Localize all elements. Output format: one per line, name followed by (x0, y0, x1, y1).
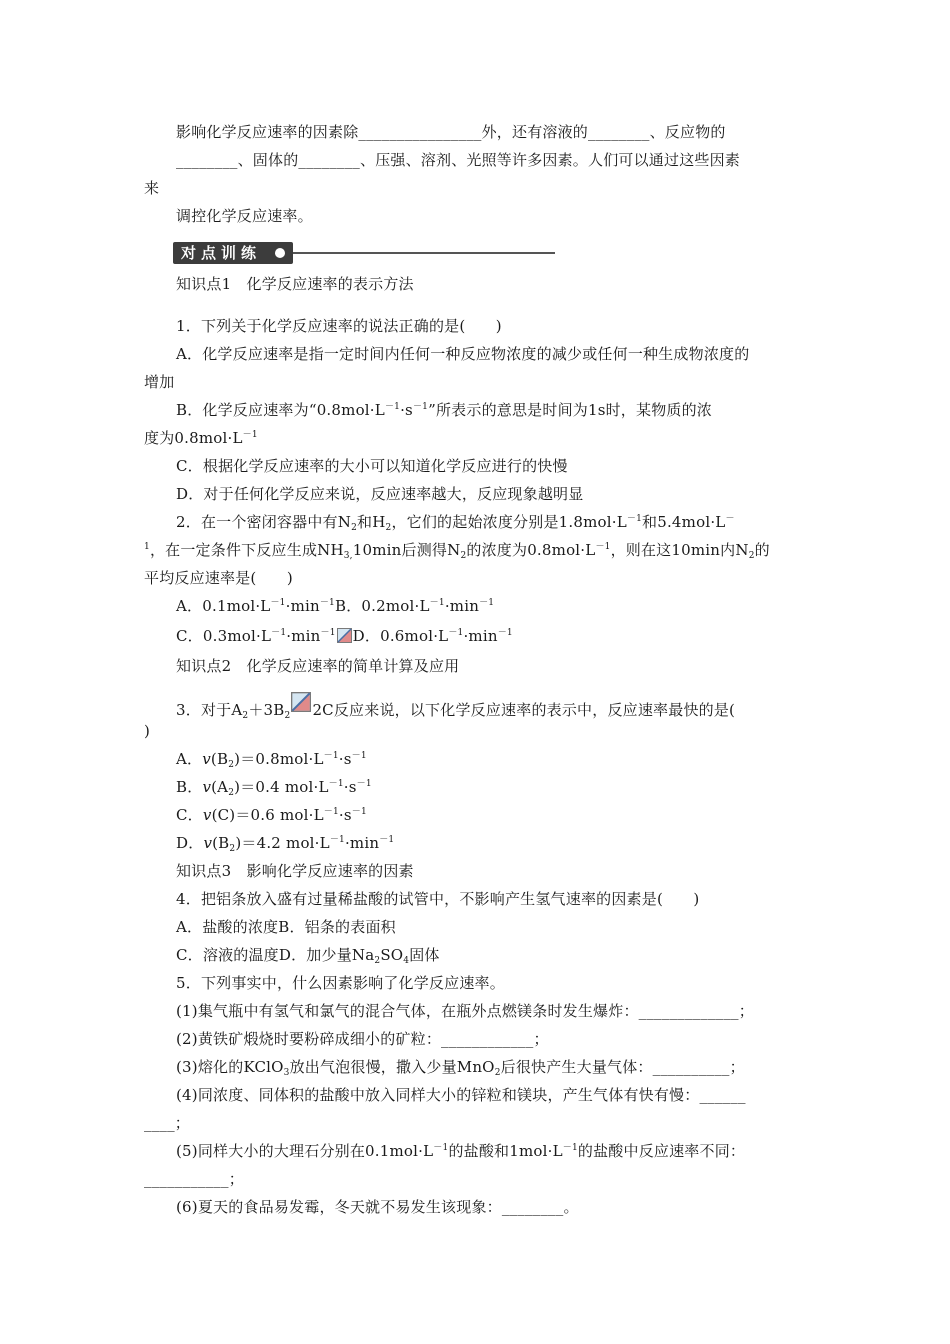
q3-option-b: B．$v(A_2)=0.4$ $mol\cdot L^{-1}\cdot s^{-1}$ (176, 778, 372, 798)
q5-stem: 5．下列事实中，什么因素影响了化学反应速率。 (176, 974, 505, 992)
kp1-heading: 知识点1 化学反应速率的表示方法 (176, 275, 414, 293)
q1-stem: 1．下列关于化学反应速率的说法正确的是( ) (176, 317, 502, 335)
q4-options-cd: C．溶液的温度D．加少量$Na_2SO_4$固体 (176, 946, 440, 966)
q3-option-c: C．v(C)＝0.6 $mol\cdot L^{-1}\cdot s^{-1}$ (176, 806, 367, 824)
q1-option-d: D．对于任何化学反应来说，反应速率越大，反应现象越明显 (176, 485, 584, 503)
bullet-icon (275, 248, 285, 258)
kp3-heading: 知识点3 影响化学反应速率的因素 (176, 862, 414, 880)
q5-sub-6: (6)夏天的食品易发霉，冬天就不易发生该现象：________。 (176, 1198, 579, 1216)
q1-option-c: C．根据化学反应速率的大小可以知道化学反应进行的快慢 (176, 457, 568, 475)
q3-option-d: D．$v(B_2)=4.2$ $mol\cdot L^{-1}\cdot\min^{-1}$ (176, 834, 395, 854)
intro-line-1: 影响化学反应速率的因素除________________外，还有溶液的________、反应物的 (176, 123, 726, 141)
intro-line-3: 来 (144, 179, 160, 197)
q5-sub-5-cont: ___________； (144, 1170, 244, 1188)
broken-image-icon (291, 692, 311, 712)
q5-sub-2: (2)黄铁矿煅烧时要粉碎成细小的矿粒：____________； (176, 1030, 549, 1048)
q2-stem-line-2: $^1$，在一定条件下反应生成$NH_{3,}10\min$后测得$N_2$的浓度为$0.8mol\cdot L^{-1}$，则在这10min内$N_2$的 (144, 541, 770, 561)
q3-stem-line-1: 3．对于$A_2+3B_2$ 2C反应来说，以下化学反应速率的表示中，反应速率最快的是( (176, 692, 735, 721)
broken-image-icon (337, 628, 352, 643)
q1-option-a: A．化学反应速率是指一定时间内任何一种反应物浓度的减少或任何一种生成物浓度的 (176, 345, 750, 363)
q1-option-b-cont: 度为$0.8mol\cdot L^{-1}$ (144, 429, 258, 447)
q1-option-b: B．化学反应速率为“$0.8mol\cdot L^{-1}\cdot s^{-1}$”所表示的意思是时间为1s时，某物质的浓 (176, 401, 713, 419)
q2-options-ab: A．$0.1mol\cdot L^{-1}\cdot\min^{-1}B$．$0.2mol\cdot L^{-1}\cdot\min^{-1}$ (176, 597, 495, 615)
q3-stem-line-2: ) (144, 722, 151, 740)
q2-options-cd: C．$0.3mol\cdot L^{-1}\cdot\min^{-1}$ D．$0.6mol\cdot L^{-1}\cdot\min^{-1}$ (176, 627, 513, 645)
banner-title: 对点训练 (181, 244, 262, 262)
q5-sub-4-cont: ____； (144, 1114, 191, 1132)
kp2-heading: 知识点2 化学反应速率的简单计算及应用 (176, 657, 460, 675)
q1-option-a-cont: 增加 (144, 373, 175, 391)
intro-line-4: 调控化学反应速率。 (176, 207, 313, 225)
q5-sub-3: (3)熔化的KClO$_3$放出气泡很慢，撒入少量MnO$_2$后很快产生大量气体：__________； (176, 1058, 745, 1078)
intro-line-2: ________、固体的________、压强、溶剂、光照等许多因素。人们可以通过这些因素 (176, 151, 741, 169)
banner-rule (293, 252, 555, 254)
q2-stem-line-1: 2．在一个密闭容器中有$N_2$和$H_2$，它们的起始浓度分别是$1.8mol\cdot L^{-1}$和5.4mol·L－ (176, 513, 735, 533)
q4-stem: 4．把铝条放入盛有过量稀盐酸的试管中，不影响产生氢气速率的因素是( ) (176, 890, 700, 908)
q2-stem-line-3: 平均反应速率是( ) (144, 569, 293, 587)
q5-sub-1: (1)集气瓶中有氢气和氯气的混合气体，在瓶外点燃镁条时发生爆炸：_____________； (176, 1002, 754, 1020)
q3-option-a: A．$v(B_2)=0.8mol\cdot L^{-1}\cdot s^{-1}$ (176, 750, 367, 770)
q4-options-ab: A．盐酸的浓度B．铝条的表面积 (176, 918, 396, 936)
q5-sub-4: (4)同浓度、同体积的盐酸中放入同样大小的锌粒和镁块，产生气体有快有慢：______ (176, 1086, 746, 1104)
q5-sub-5: (5)同样大小的大理石分别在$0.1mol\cdot L^{-1}$的盐酸和$1mol\cdot L^{-1}$的盐酸中反应速率不同： (176, 1142, 746, 1160)
